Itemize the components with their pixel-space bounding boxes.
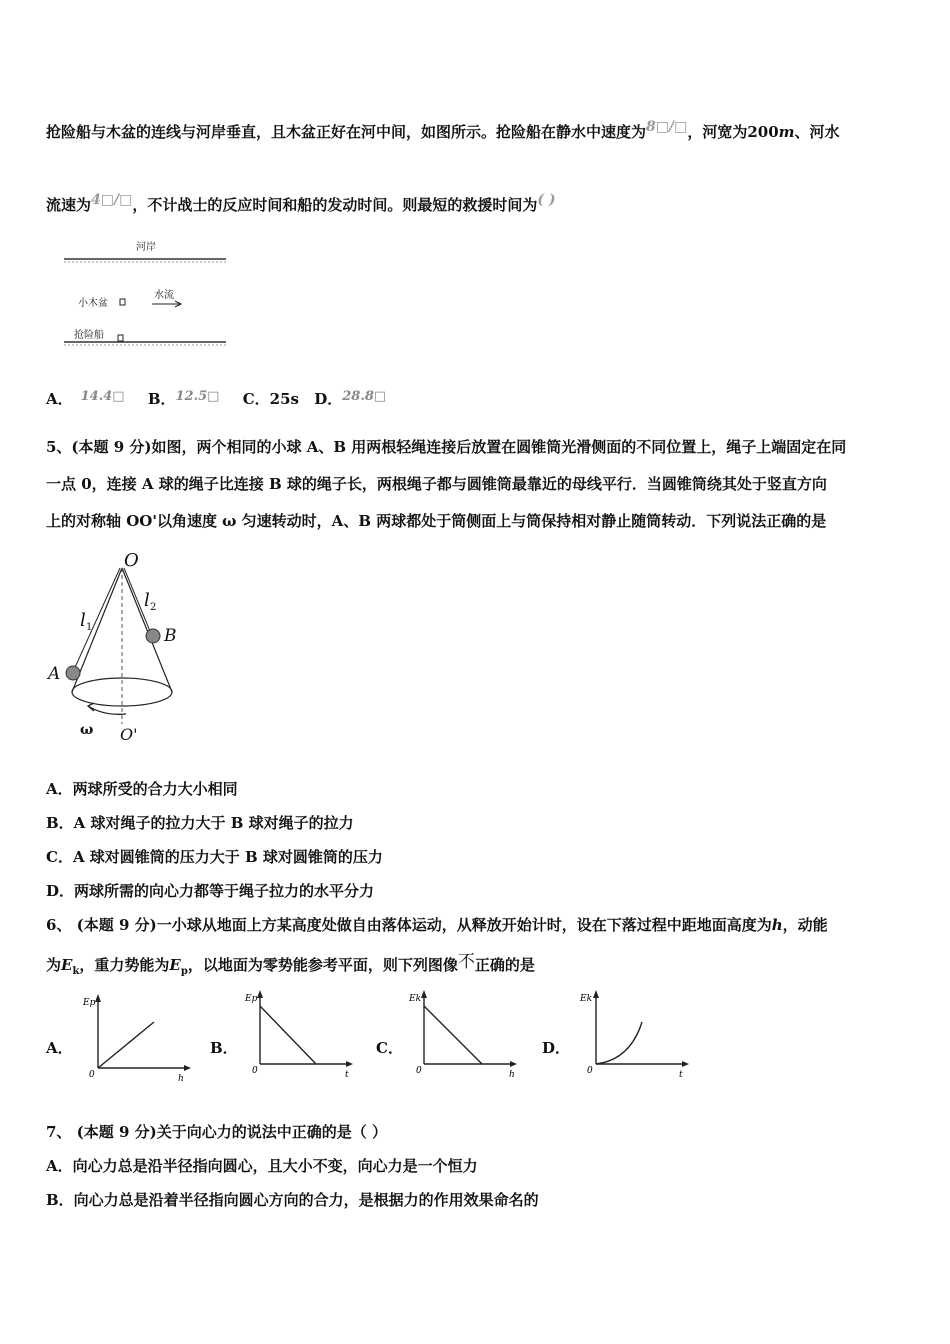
q6-option-c-letter[interactable]: C． (376, 1039, 403, 1057)
ball-a (66, 666, 80, 680)
q4-boat-speed: 8□/□ (646, 119, 688, 135)
bank-bottom (64, 342, 226, 345)
q4-line-2-head: 流速为 (46, 196, 92, 214)
q6-ep-subscript: p (180, 966, 188, 977)
graph-d-x-label: t (679, 1070, 683, 1080)
flow-label: 水流 (154, 290, 174, 301)
cone-top-label: O (124, 550, 139, 571)
graph-b-line (260, 1006, 316, 1064)
graph-c-origin: 0 (416, 1066, 422, 1076)
q4-line-1-tail-b: 、河水 (794, 123, 840, 141)
q6-option-d-letter[interactable]: D． (542, 1039, 571, 1057)
q6-graph-d (578, 988, 690, 1080)
q4-option-b[interactable] (148, 390, 220, 408)
rope-l2-label: l (144, 590, 150, 611)
cone-bottom-label: O' (120, 725, 138, 744)
q4-line-1-text: 抢险船与木盆的连线与河岸垂直，且木盆正好在河中间，如图所示。抢险船在静水中速度为 (46, 123, 647, 141)
graph-a-line (98, 1022, 154, 1068)
bank-top (64, 259, 226, 262)
graph-b-x-label: t (345, 1070, 349, 1080)
q6-option-a-letter[interactable]: A． (46, 1039, 73, 1057)
option-text: 25s (269, 390, 299, 408)
q4-answer-paren: ( ) (537, 192, 556, 208)
q5-option-a[interactable]: A．两球所受的合力大小相同 (46, 780, 238, 798)
q6-graph-b (244, 988, 356, 1080)
graph-a-y-label: Ep (83, 998, 96, 1008)
q4-options (46, 386, 386, 410)
q6-not-word: 不 (457, 952, 475, 972)
graph-d-y-label: Ek (580, 994, 593, 1004)
bank-label: 河岸 (136, 242, 156, 253)
option-text: 28.8□ (342, 389, 387, 404)
q4-line-1-tail-a: ，河宽为 (687, 123, 748, 141)
rope-l2-subscript: 2 (150, 602, 157, 613)
q7-option-b[interactable]: B．向心力总是沿着半径指向圆心方向的合力，是根据力的作用效果命名的 (46, 1191, 539, 1209)
q5-option-d[interactable]: D．两球所需的向心力都等于绳子拉力的水平分力 (46, 882, 375, 900)
q5-line-2: 一点 0，连接 A 球的绳子比连接 B 球的绳子长，两根绳子都与圆锥筒最靠近的母线平行．当圆锥筒绕其处于竖直方向 (46, 475, 827, 493)
flow-arrow-icon (152, 301, 181, 307)
q4-line-1 (46, 116, 840, 143)
q6-line-2-d: 正确的是 (474, 956, 535, 974)
q6-line-2-b: ，重力势能为 (79, 956, 170, 974)
graph-a-x-label: h (178, 1074, 184, 1084)
q6-graph-a (80, 992, 192, 1084)
rope-l1-subscript: 1 (86, 622, 93, 633)
q6-graph-c (408, 988, 520, 1080)
q4-width-unit: m (778, 123, 795, 141)
q6-option-b-letter[interactable]: B． (210, 1039, 238, 1057)
q6-line-1 (46, 914, 828, 936)
q6-line-2-c: ，以地面为零势能参考平面，则下列图像 (187, 956, 458, 974)
option-letter: A． (46, 390, 73, 408)
omega-label: ω (80, 722, 94, 738)
q7-option-a[interactable]: A．向心力总是沿半径指向圆心，且大小不变，向心力是一个恒力 (46, 1157, 478, 1175)
q4-option-d[interactable] (314, 390, 386, 408)
basin-label: 小木盆 (78, 298, 108, 309)
q6-ek-symbol: E (61, 956, 73, 974)
ball-b (146, 629, 160, 643)
q4-water-speed: 4□/□ (91, 192, 133, 208)
q7-line-1: 7、 (本题 9 分)关于向心力的说法中正确的是（ ） (46, 1123, 387, 1141)
graph-d-origin: 0 (587, 1066, 593, 1076)
graph-c-line (424, 1006, 482, 1064)
q6-h-symbol: h (771, 916, 783, 934)
boat-label: 抢险船 (74, 330, 104, 341)
graph-d-curve (596, 1022, 642, 1064)
option-text: 12.5□ (175, 389, 220, 404)
option-text: 14.4□ (80, 389, 125, 404)
q6-ek-subscript: k (72, 966, 80, 977)
q4-line-2-tail: ，不计战士的反应时间和船的发动时间。则最短的救援时间为 (132, 196, 538, 214)
q4-width-value: 200 (747, 123, 779, 141)
q4-option-c[interactable] (243, 390, 299, 408)
q5-cone-figure (44, 546, 204, 744)
ball-a-label: A (48, 664, 61, 684)
q6-line-1-tail: ，动能 (782, 916, 828, 934)
q6-line-1-text: 6、 (本题 9 分)一小球从地面上方某高度处做自由落体运动，从释放开始计时，设在下落过程中距地面高度为 (46, 916, 772, 934)
option-letter: C． (242, 390, 270, 408)
graph-c-y-label: Ek (409, 994, 422, 1004)
q5-line-1: 5、(本题 9 分)如图，两个相同的小球 A、B 用两根轻绳连接后放置在圆锥筒光滑侧面的不同位置上，绳子上端固定在同 (46, 438, 847, 456)
q4-option-a[interactable] (46, 390, 125, 408)
option-letter: B． (147, 390, 176, 408)
graph-a-origin: 0 (89, 1070, 95, 1080)
q5-line-3: 上的对称轴 OO'以角速度 ω 匀速转动时，A、B 两球都处于筒侧面上与筒保持相对静止随筒转动．下列说法正确的是 (46, 512, 827, 530)
q4-river-figure (60, 236, 230, 348)
q5-option-c[interactable]: C．A 球对圆锥筒的压力大于 B 球对圆锥筒的压力 (46, 848, 383, 866)
q6-line-2 (46, 951, 535, 983)
basin-icon (120, 299, 125, 305)
graph-c-x-label: h (509, 1070, 515, 1080)
q6-line-2-a: 为 (46, 956, 62, 974)
boat-icon (118, 335, 123, 341)
graph-b-y-label: Ep (245, 994, 258, 1004)
graph-b-origin: 0 (252, 1066, 258, 1076)
option-letter: D． (314, 390, 343, 408)
q5-option-b[interactable]: B．A 球对绳子的拉力大于 B 球对绳子的拉力 (46, 814, 354, 832)
q6-ep-symbol: E (169, 956, 181, 974)
q4-line-2 (46, 189, 555, 216)
ball-b-label: B (164, 626, 177, 646)
rope-l1-label: l (80, 610, 86, 631)
